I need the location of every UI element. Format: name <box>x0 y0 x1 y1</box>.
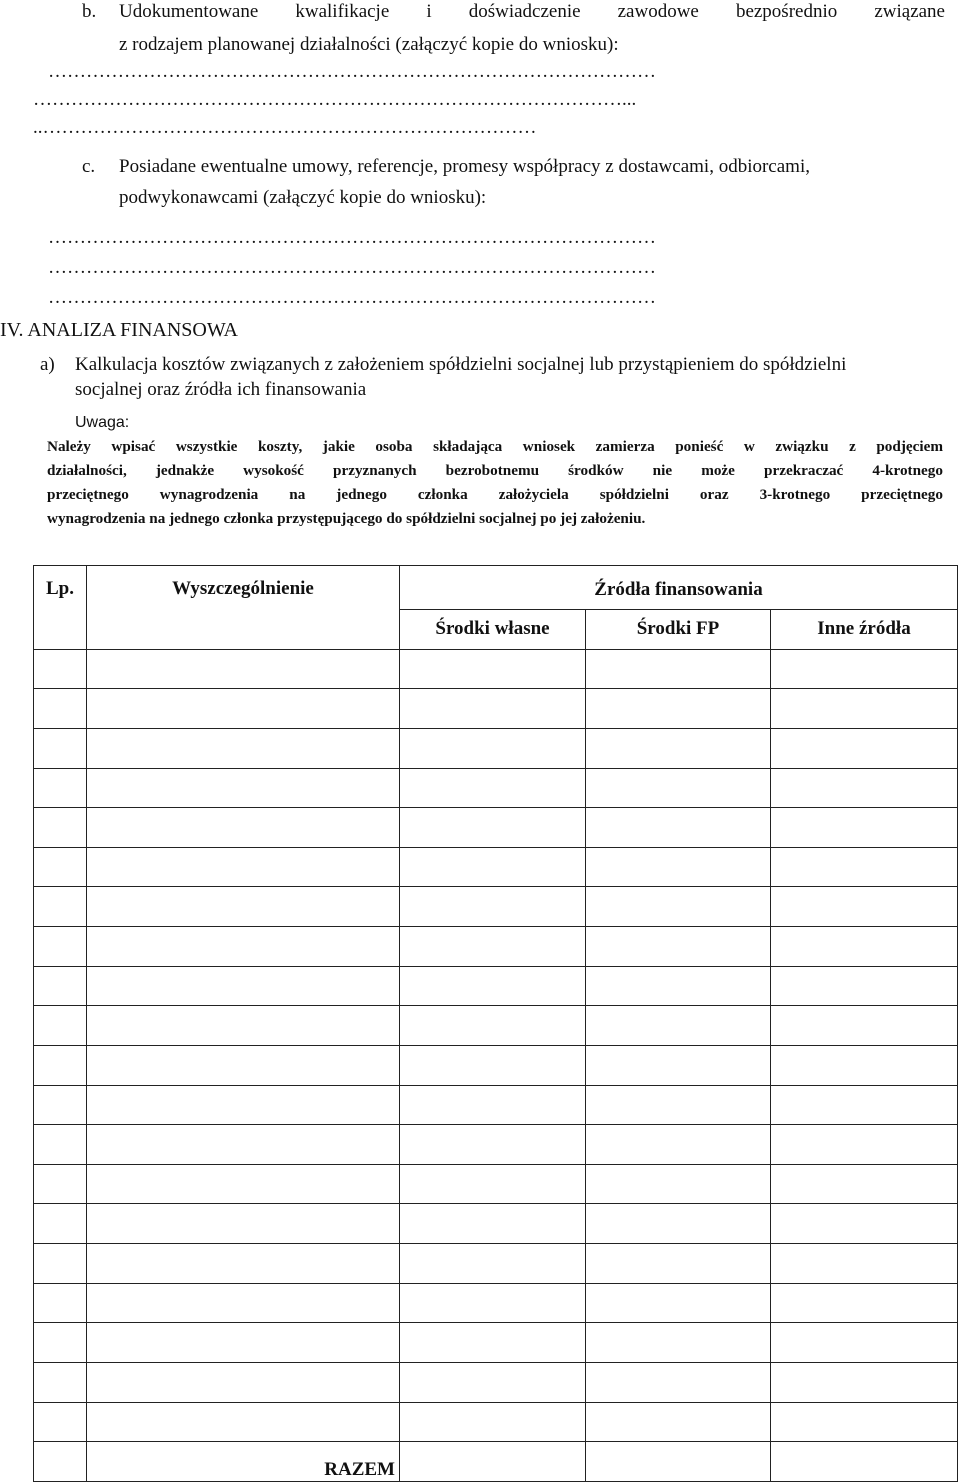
note-line-2: działalności, jednakże wysokość przyznanych bezrobotnemu środków nie może przekraczać 4-krotnego <box>47 462 943 479</box>
cell-fp-funds[interactable] <box>586 728 771 768</box>
table-row <box>34 1402 958 1442</box>
cell-own-funds[interactable] <box>400 887 586 927</box>
cell-other-sources[interactable] <box>771 1323 958 1363</box>
table-row <box>34 927 958 967</box>
table-row <box>34 1362 958 1402</box>
table-row <box>34 966 958 1006</box>
cell-lp[interactable] <box>34 1244 87 1284</box>
cell-total-other-sources[interactable] <box>771 1442 958 1482</box>
table-row <box>34 887 958 927</box>
cell-item[interactable] <box>87 1323 400 1363</box>
table-row <box>34 1323 958 1363</box>
col-header-item: Wyszczególnienie <box>87 566 400 650</box>
cell-total-fp-funds[interactable] <box>586 1442 771 1482</box>
table-row <box>34 728 958 768</box>
cell-own-funds[interactable] <box>400 1204 586 1244</box>
section-c-line-2: podwykonawcami (załączyć kopie do wniosku): <box>119 187 487 208</box>
table-row <box>34 689 958 729</box>
cell-other-sources[interactable] <box>771 1402 958 1442</box>
cell-lp[interactable] <box>34 1323 87 1363</box>
note-line-3: przeciętnego wynagrodzenia na jednego członka założyciela spółdzielni oraz 3-krotnego przeciętnego <box>47 486 943 503</box>
section-c-line-1: Posiadane ewentualne umowy, referencje, promesy współpracy z dostawcami, odbiorcami, <box>119 156 810 177</box>
cell-own-funds[interactable] <box>400 728 586 768</box>
cell-fp-funds[interactable] <box>586 847 771 887</box>
cell-lp[interactable] <box>34 1164 87 1204</box>
cell-lp[interactable] <box>34 1085 87 1125</box>
table-row <box>34 1006 958 1046</box>
cell-other-sources[interactable] <box>771 1045 958 1085</box>
cell-item[interactable] <box>87 927 400 967</box>
cell-other-sources[interactable] <box>771 1006 958 1046</box>
cell-fp-funds[interactable] <box>586 1402 771 1442</box>
item-a-marker: a) <box>40 354 55 375</box>
table-row <box>34 649 958 689</box>
cell-fp-funds[interactable] <box>586 966 771 1006</box>
cell-own-funds[interactable] <box>400 808 586 848</box>
financing-table <box>33 565 958 1482</box>
table-row <box>34 1244 958 1284</box>
cell-own-funds[interactable] <box>400 1244 586 1284</box>
cell-other-sources[interactable] <box>771 1085 958 1125</box>
table-row <box>34 1204 958 1244</box>
cell-fp-funds[interactable] <box>586 1362 771 1402</box>
total-label: RAZEM <box>87 1442 400 1482</box>
table-row <box>34 1085 958 1125</box>
cell-other-sources[interactable] <box>771 728 958 768</box>
cell-total-own-funds[interactable] <box>400 1442 586 1482</box>
cell-lp[interactable] <box>34 728 87 768</box>
cell-item[interactable] <box>87 808 400 848</box>
cell-other-sources[interactable] <box>771 1204 958 1244</box>
cell-fp-funds[interactable] <box>586 887 771 927</box>
table-row <box>34 847 958 887</box>
cell-own-funds[interactable] <box>400 1283 586 1323</box>
cell-fp-funds[interactable] <box>586 1204 771 1244</box>
cell-own-funds[interactable] <box>400 689 586 729</box>
item-a-line-2: socjalnej oraz źródła ich finansowania <box>75 379 367 400</box>
cell-item[interactable] <box>87 1204 400 1244</box>
cell-other-sources[interactable] <box>771 689 958 729</box>
section-c-dotted-field-1[interactable]: …………………………………………………………………………………… <box>48 227 656 248</box>
table-row <box>34 1045 958 1085</box>
cell-own-funds[interactable] <box>400 1045 586 1085</box>
section-iv-heading: IV. ANALIZA FINANSOWA <box>0 319 238 341</box>
cell-other-sources[interactable] <box>771 1362 958 1402</box>
cell-item[interactable] <box>87 1125 400 1165</box>
cell-fp-funds[interactable] <box>586 1283 771 1323</box>
cell-fp-funds[interactable] <box>586 649 771 689</box>
col-header-own-funds: Środki własne <box>400 610 586 650</box>
cell-own-funds[interactable] <box>400 847 586 887</box>
cell-item[interactable] <box>87 966 400 1006</box>
cell-lp[interactable] <box>34 1402 87 1442</box>
section-b-line-2: z rodzajem planowanej działalności (załączyć kopie do wniosku): <box>119 34 619 55</box>
cell-lp[interactable] <box>34 1125 87 1165</box>
cell-item[interactable] <box>87 649 400 689</box>
cell-item[interactable] <box>87 1006 400 1046</box>
cell-fp-funds[interactable] <box>586 927 771 967</box>
cell-item[interactable] <box>87 1085 400 1125</box>
item-a-line-1: Kalkulacja kosztów związanych z założeniem spółdzielni socjalnej lub przystąpieniem do spółdzielni <box>75 354 847 375</box>
table-row <box>34 768 958 808</box>
cell-fp-funds[interactable] <box>586 768 771 808</box>
cell-item[interactable] <box>87 887 400 927</box>
table-row <box>34 808 958 848</box>
note-line-1: Należy wpisać wszystkie koszty, jakie osoba składająca wniosek zamierza ponieść w związku z podjęciem <box>47 438 943 455</box>
cell-own-funds[interactable] <box>400 966 586 1006</box>
cell-lp[interactable] <box>34 1362 87 1402</box>
note-label: Uwaga: <box>75 414 130 431</box>
cell-own-funds[interactable] <box>400 1362 586 1402</box>
cell-other-sources[interactable] <box>771 1283 958 1323</box>
cell-fp-funds[interactable] <box>586 1125 771 1165</box>
cell-item[interactable] <box>87 1402 400 1442</box>
cell-own-funds[interactable] <box>400 1402 586 1442</box>
cell-fp-funds[interactable] <box>586 1006 771 1046</box>
section-c-marker: c. <box>82 156 96 177</box>
cell-lp[interactable] <box>34 1204 87 1244</box>
cell-lp[interactable] <box>34 1045 87 1085</box>
cell-item[interactable] <box>87 847 400 887</box>
cell-fp-funds[interactable] <box>586 1244 771 1284</box>
cell-other-sources[interactable] <box>771 649 958 689</box>
cell-lp[interactable] <box>34 808 87 848</box>
table-header-row <box>34 566 958 610</box>
cell-other-sources[interactable] <box>771 768 958 808</box>
section-b-dotted-field-2[interactable]: …………………………………………………………………………………... <box>33 89 637 110</box>
cell-own-funds[interactable] <box>400 1006 586 1046</box>
cell-other-sources[interactable] <box>771 847 958 887</box>
cell-fp-funds[interactable] <box>586 1045 771 1085</box>
cell-fp-funds[interactable] <box>586 1323 771 1363</box>
section-c-dotted-field-3[interactable]: …………………………………………………………………………………… <box>48 287 656 308</box>
cell-item[interactable] <box>87 1283 400 1323</box>
cell-own-funds[interactable] <box>400 1085 586 1125</box>
cell-lp[interactable] <box>34 847 87 887</box>
section-c-dotted-field-2[interactable]: …………………………………………………………………………………… <box>48 257 656 278</box>
col-header-other-sources: Inne źródła <box>771 610 958 650</box>
cell-fp-funds[interactable] <box>586 689 771 729</box>
cell-fp-funds[interactable] <box>586 1164 771 1204</box>
cell-fp-funds[interactable] <box>586 808 771 848</box>
col-header-sources: Źródła finansowania <box>400 566 958 610</box>
cell-lp[interactable] <box>34 1283 87 1323</box>
cell-item[interactable] <box>87 1244 400 1284</box>
cell-lp[interactable] <box>34 966 87 1006</box>
col-header-fp-funds: Środki FP <box>586 610 771 650</box>
cell-lp[interactable] <box>34 887 87 927</box>
table-row <box>34 1125 958 1165</box>
cell-own-funds[interactable] <box>400 1323 586 1363</box>
cell-lp[interactable] <box>34 649 87 689</box>
table-row <box>34 1164 958 1204</box>
note-line-4: wynagrodzenia na jednego członka przystępującego do spółdzielni socjalnej po jej założeniu. <box>47 510 646 527</box>
cell-item[interactable] <box>87 1362 400 1402</box>
table-row <box>34 1283 958 1323</box>
cell-lp[interactable] <box>34 768 87 808</box>
cell-other-sources[interactable] <box>771 1125 958 1165</box>
cell-own-funds[interactable] <box>400 649 586 689</box>
cell-item[interactable] <box>87 768 400 808</box>
section-b-dotted-field-1[interactable]: …………………………………………………………………………………… <box>48 61 656 82</box>
section-b-dotted-field-3[interactable]: ..…………………………………………………………………… <box>33 117 537 138</box>
section-b-line-1: Udokumentowane kwalifikacje i doświadczenie zawodowe bezpośrednio związane <box>119 1 945 22</box>
cell-item[interactable] <box>87 1164 400 1204</box>
cell-item[interactable] <box>87 689 400 729</box>
cell-other-sources[interactable] <box>771 808 958 848</box>
cell-lp[interactable] <box>34 1006 87 1046</box>
cell-lp[interactable] <box>34 927 87 967</box>
cell-lp[interactable] <box>34 689 87 729</box>
cell-item[interactable] <box>87 1045 400 1085</box>
section-b-marker: b. <box>82 1 97 22</box>
cell-fp-funds[interactable] <box>586 1085 771 1125</box>
cell-other-sources[interactable] <box>771 1244 958 1284</box>
table-total-row <box>34 1442 958 1482</box>
cell-own-funds[interactable] <box>400 1164 586 1204</box>
cell-own-funds[interactable] <box>400 1125 586 1165</box>
cell-other-sources[interactable] <box>771 927 958 967</box>
cell-other-sources[interactable] <box>771 966 958 1006</box>
cell-item[interactable] <box>87 728 400 768</box>
cell-lp <box>34 1442 87 1482</box>
col-header-lp: Lp. <box>34 566 87 650</box>
cell-own-funds[interactable] <box>400 768 586 808</box>
cell-own-funds[interactable] <box>400 927 586 967</box>
cell-other-sources[interactable] <box>771 887 958 927</box>
cell-other-sources[interactable] <box>771 1164 958 1204</box>
